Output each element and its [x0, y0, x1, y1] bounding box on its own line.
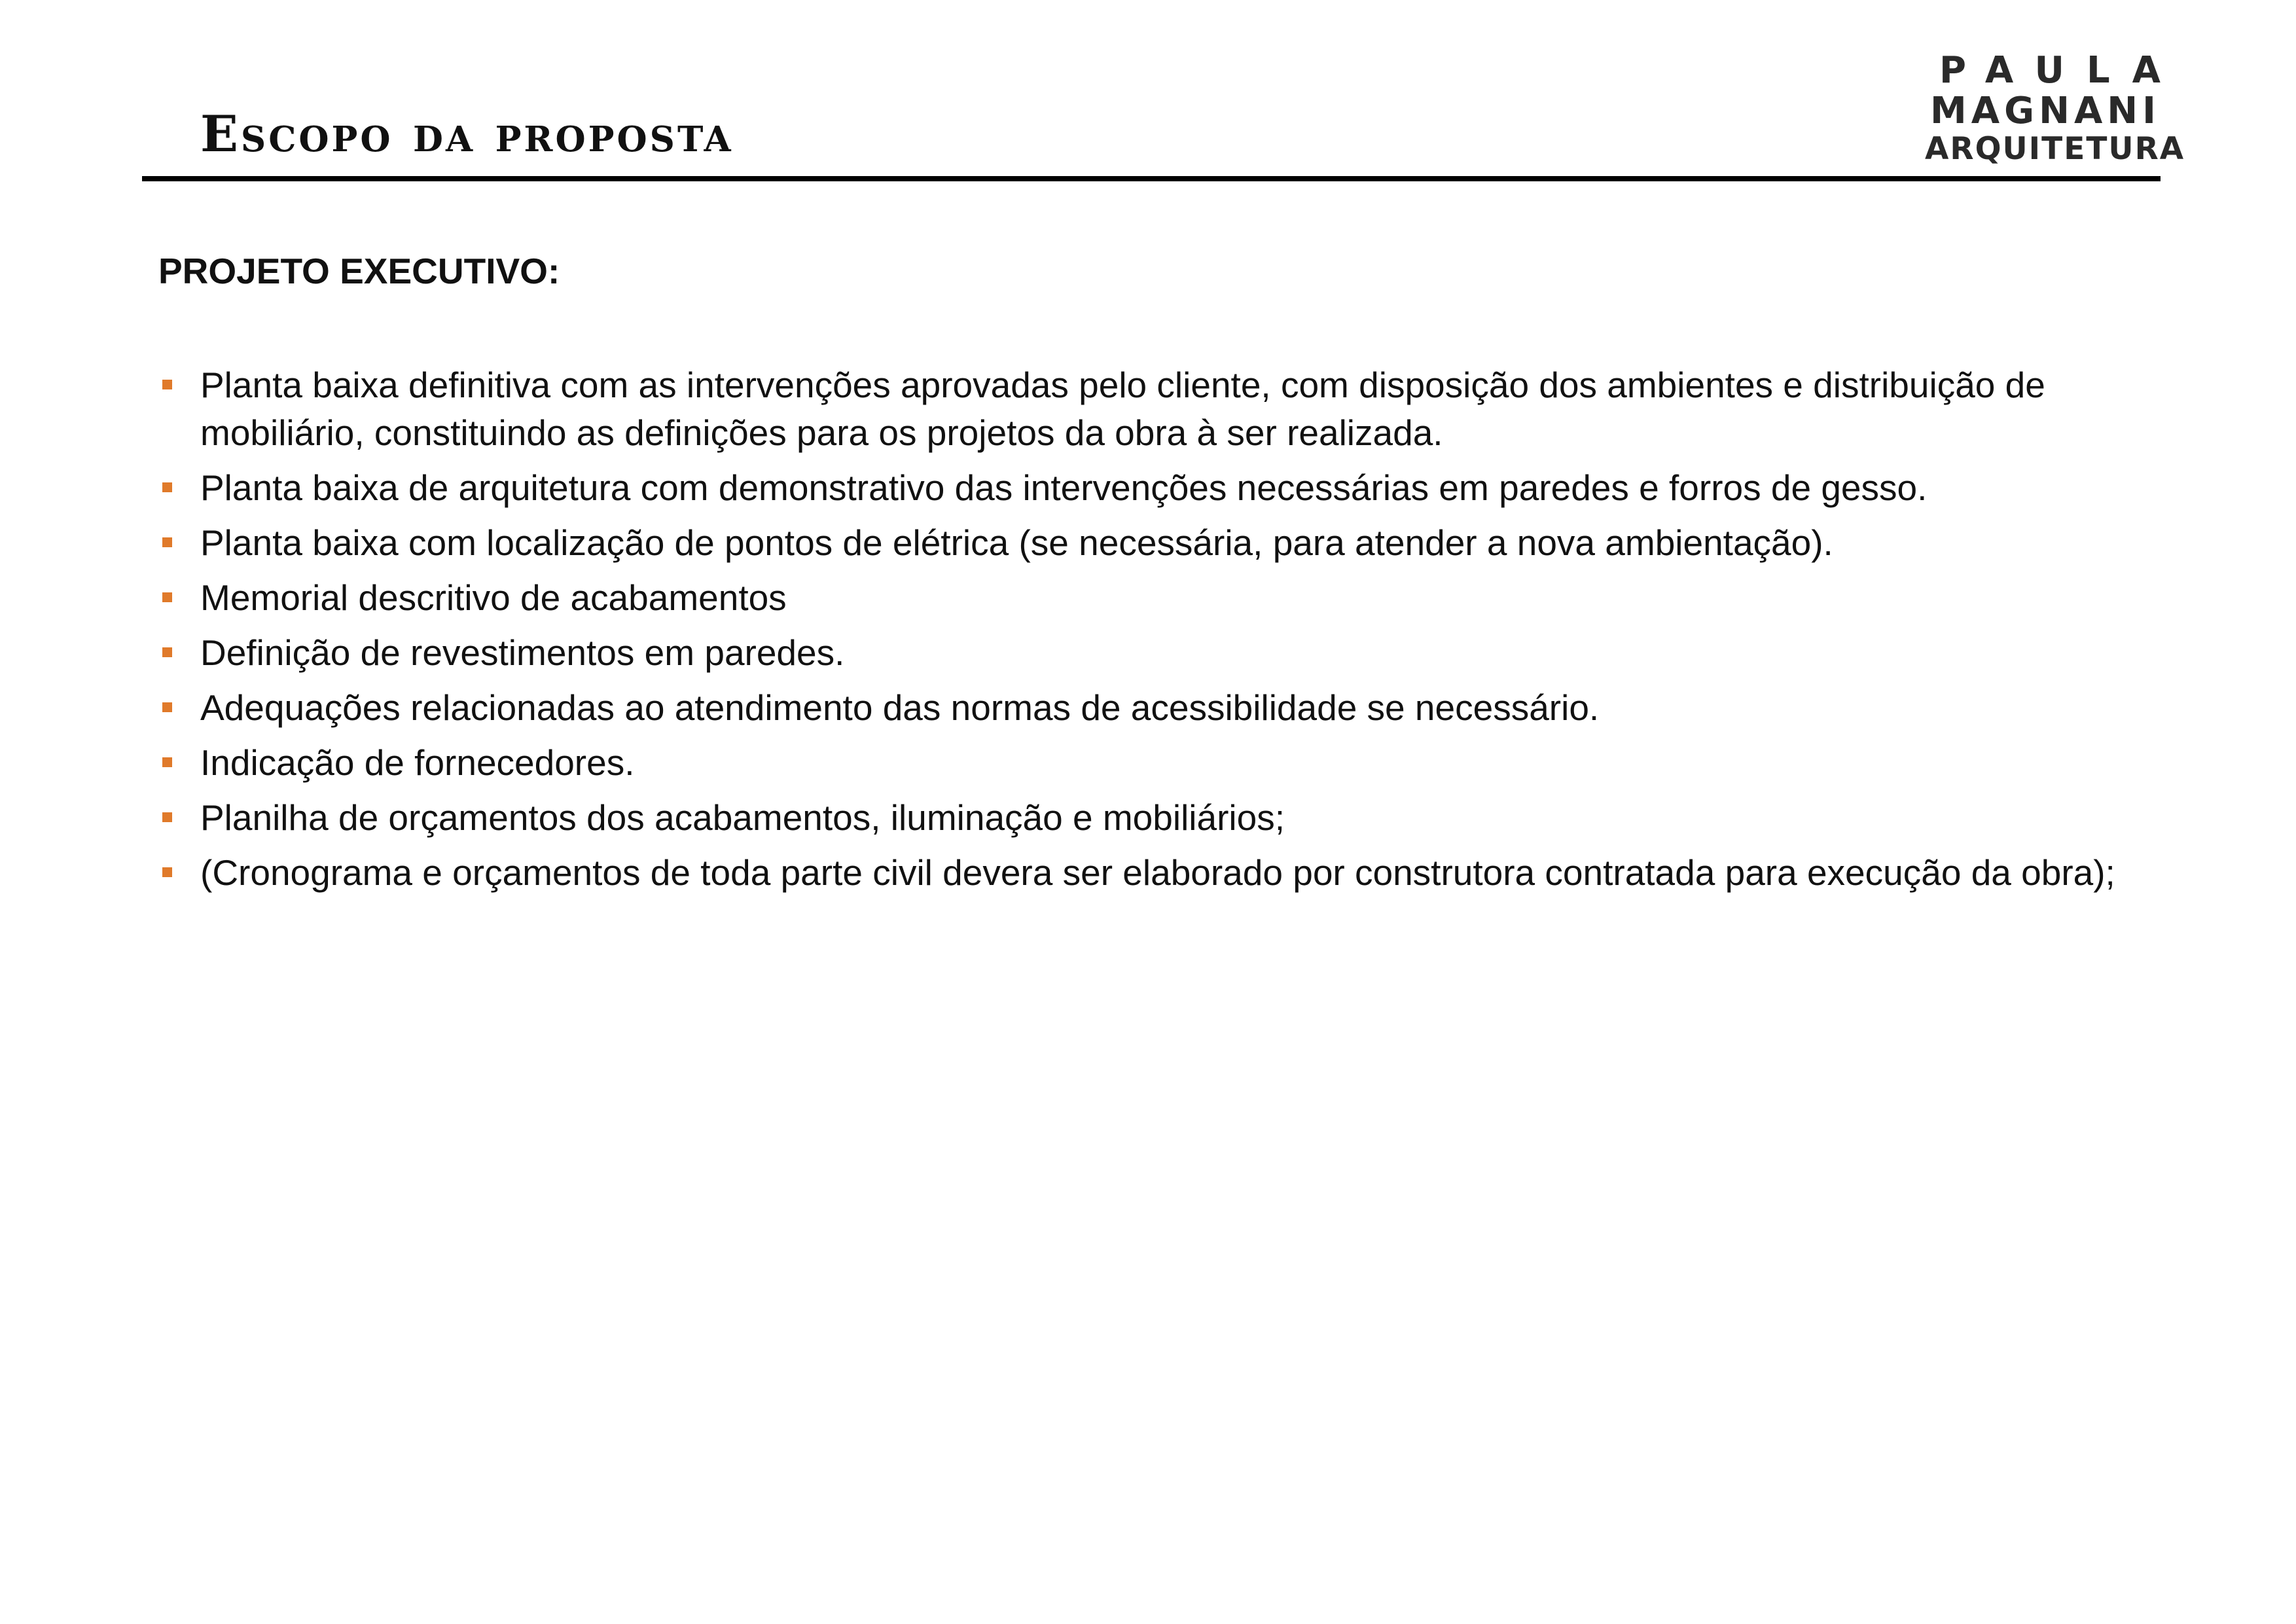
square-bullet-icon [162, 647, 172, 657]
list-item [158, 684, 2142, 732]
list-item [158, 794, 2142, 842]
list-item-text: Definição de revestimentos em paredes. [200, 632, 845, 673]
list-item-text: Planta baixa de arquitetura com demonstrativo das intervenções necessárias em paredes e forros de gesso. [200, 467, 1928, 508]
square-bullet-icon [162, 537, 172, 547]
list-item [158, 464, 2142, 512]
square-bullet-icon [162, 812, 172, 822]
list-item [158, 519, 2142, 567]
title-divider [142, 176, 2161, 181]
company-logo [1925, 49, 2185, 171]
logo-line-arquitetura: ARQUITETURA [1925, 131, 2185, 167]
section-heading: PROJETO EXECUTIVO: [158, 251, 560, 291]
square-bullet-icon [162, 757, 172, 767]
logo-line-paula: PAULA [1939, 49, 2183, 92]
list-item-text: Adequações relacionadas ao atendimento das normas de acessibilidade se necessário. [200, 687, 1600, 728]
list-item-text: (Cronograma e orçamentos de toda parte civil devera ser elaborado por construtora contratada para execução da obra); [200, 852, 2115, 893]
list-item-text: Indicação de fornecedores. [200, 742, 635, 783]
list-item [158, 574, 2142, 622]
square-bullet-icon [162, 380, 172, 389]
square-bullet-icon [162, 592, 172, 602]
page-title: Escopo da proposta [200, 105, 734, 163]
list-item-text: Planta baixa com localização de pontos de elétrica (se necessária, para atender a nova ambientação). [200, 522, 1833, 563]
list-item [158, 739, 2142, 787]
list-item [158, 629, 2142, 677]
square-bullet-icon [162, 867, 172, 877]
logo-line-magnani: MAGNANI [1930, 90, 2161, 132]
square-bullet-icon [162, 482, 172, 492]
scope-list [158, 361, 2142, 904]
list-item-text: Planta baixa definitiva com as intervenções aprovadas pelo cliente, com disposição dos ambientes e distribuição de mobiliário, constituindo as definições para os projetos da obra à ser realizada. [200, 365, 2045, 453]
square-bullet-icon [162, 702, 172, 712]
list-item-text: Memorial descritivo de acabamentos [200, 577, 787, 618]
list-item-text: Planilha de orçamentos dos acabamentos, iluminação e mobiliários; [200, 797, 1285, 838]
list-item [158, 849, 2142, 897]
list-item [158, 361, 2142, 457]
